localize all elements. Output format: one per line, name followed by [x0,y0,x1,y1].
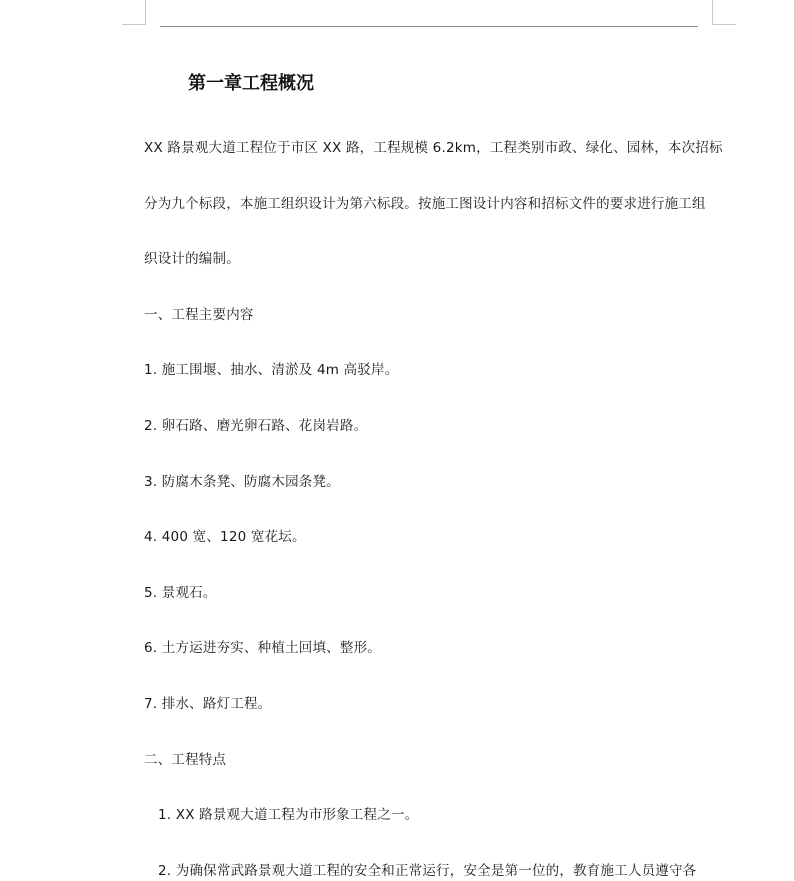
crop-mark-top-right-horizontal [712,24,736,25]
section-2-item-2: 2. 为确保常武路景观大道工程的安全和正常运行，安全是第一位的，教育施工人员遵守各 [158,863,697,879]
chapter-title: 第一章工程概况 [188,73,314,94]
section-2-heading: 二、工程特点 [144,752,227,768]
section-1-item-5: 5. 景观石。 [144,585,217,601]
section-1-item-4: 4. 400 宽、120 宽花坛。 [144,529,306,545]
intro-line-1: XX 路景观大道工程位于市区 XX 路，工程规模 6.2km，工程类别市政、绿化、园林，本次招标 [144,140,723,156]
section-1-item-2: 2. 卵石路、磨光卵石路、花岗岩路。 [144,418,368,434]
crop-mark-top-right-vertical [712,0,713,24]
section-1-item-1: 1. 施工围堰、抽水、清淤及 4m 高驳岸。 [144,362,399,378]
intro-line-3: 织设计的编制。 [144,251,240,267]
section-1-item-6: 6. 土方运进夯实、种植土回填、整形。 [144,640,381,656]
section-1-item-3: 3. 防腐木条凳、防腐木园条凳。 [144,474,340,490]
crop-mark-top-left-horizontal [122,24,146,25]
section-2-item-1: 1. XX 路景观大道工程为市形象工程之一。 [158,807,419,823]
section-1-heading: 一、工程主要内容 [144,307,254,323]
crop-mark-top-left-vertical [145,0,146,24]
section-1-item-7: 7. 排水、路灯工程。 [144,696,272,712]
header-rule [160,26,698,27]
intro-line-2: 分为九个标段，本施工组织设计为第六标段。按施工图设计内容和招标文件的要求进行施工组 [144,196,706,212]
